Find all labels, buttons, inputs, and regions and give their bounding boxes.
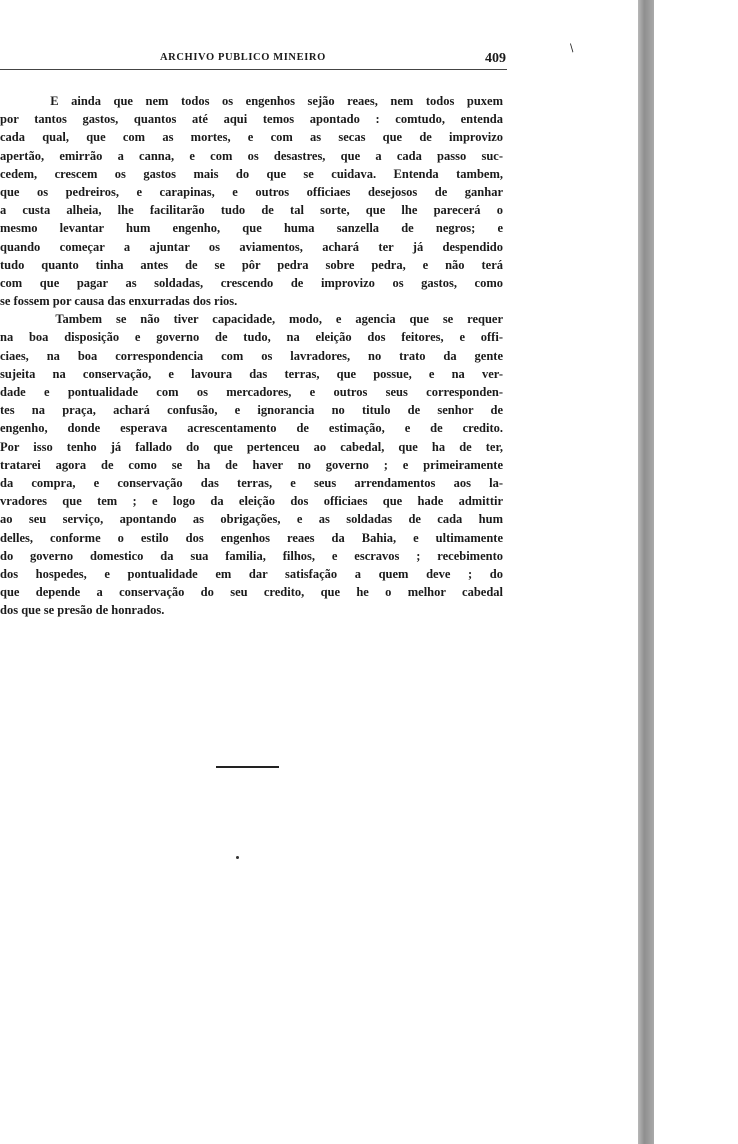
text-line: tratarei agora de como se ha de haver no governo ; e primeiramente bbox=[0, 457, 503, 472]
text-line: cedem, crescem os gastos mais do que se cuidava. Entenda tambem, bbox=[0, 166, 503, 181]
text-line: delles, conforme o estilo dos engenhos reaes da Bahia, e ultimamente bbox=[0, 530, 503, 545]
text-line: E ainda que nem todos os engenhos sejão reaes, nem todos puxem bbox=[0, 94, 503, 108]
text-line: ciaes, na boa correspondencia com os lavradores, no trato da gente bbox=[0, 348, 503, 363]
text-line: ao seu serviço, apontando as obrigações, e as soldadas de cada hum bbox=[0, 512, 503, 527]
ink-speck bbox=[236, 856, 239, 859]
running-head bbox=[0, 52, 506, 68]
text-line: cada qual, que com as mortes, e com as secas que de improvizo bbox=[0, 130, 503, 145]
text-line: dade e pontualidade com os mercadores, e outros seus corresponden- bbox=[0, 385, 503, 399]
text-line: por tantos gastos, quantos até aqui temos apontado : comtudo, entenda bbox=[0, 112, 503, 127]
text-line: da compra, e conservação das terras, e seus arrendamentos aos la- bbox=[0, 475, 503, 490]
text-line: Por isso tenho já fallado do que pertenceu ao cabedal, que ha de ter, bbox=[0, 439, 503, 454]
text-line: na boa disposição e governo de tudo, na eleição dos feitores, e offi- bbox=[0, 330, 503, 345]
text-line: dos que se presão de honrados. bbox=[0, 603, 165, 618]
text-line: tes na praça, achará confusão, e ignorancia no titulo de senhor de bbox=[0, 403, 503, 418]
text-line: que depende a conservação do seu credito, que he o melhor cabedal bbox=[0, 585, 503, 600]
book-spine-edge bbox=[638, 0, 654, 1144]
closing-rule bbox=[216, 766, 279, 768]
text-line: com que pagar as soldadas, crescendo de improvizo os gastos, como bbox=[0, 275, 503, 290]
text-line: sujeita na conservação, e lavoura das terras, que possue, e na ver- bbox=[0, 366, 503, 381]
text-line: tudo quanto tinha antes de se pôr pedra sobre pedra, e não terá bbox=[0, 257, 503, 272]
text-line: mesmo levantar hum engenho, que huma sanzella de negros; e bbox=[0, 221, 503, 236]
text-line: do governo domestico da sua familia, filhos, e escravos ; recebimento bbox=[0, 548, 503, 563]
text-line: Tambem se não tiver capacidade, modo, e agencia que se requer bbox=[0, 312, 503, 327]
text-line: dos hospedes, e pontualidade em dar satisfação a quem deve ; do bbox=[0, 566, 503, 581]
page-number: 409 bbox=[485, 51, 506, 66]
text-line: se fossem por causa das enxurradas dos rios. bbox=[0, 294, 238, 309]
header-rule bbox=[0, 69, 507, 70]
text-line: apertão, emirrão a canna, e com os desastres, que a cada passo suc- bbox=[0, 148, 503, 163]
margin-mark: / bbox=[565, 40, 578, 55]
text-line: engenho, donde esperava acrescentamento de estimação, e de credito. bbox=[0, 421, 503, 436]
running-title: ARCHIVO PUBLICO MINEIRO bbox=[160, 52, 326, 63]
text-line: a custa alheia, lhe facilitarão tudo de tal sorte, que lhe parecerá o bbox=[0, 203, 503, 218]
body-text bbox=[0, 92, 503, 619]
text-line: quando começar a ajuntar os aviamentos, achará ter já despendido bbox=[0, 239, 503, 254]
text-line: vradores que tem ; e logo da eleição dos officiaes que hade admittir bbox=[0, 494, 503, 509]
text-line: que os pedreiros, e carapinas, e outros officiaes desejosos de ganhar bbox=[0, 184, 503, 199]
